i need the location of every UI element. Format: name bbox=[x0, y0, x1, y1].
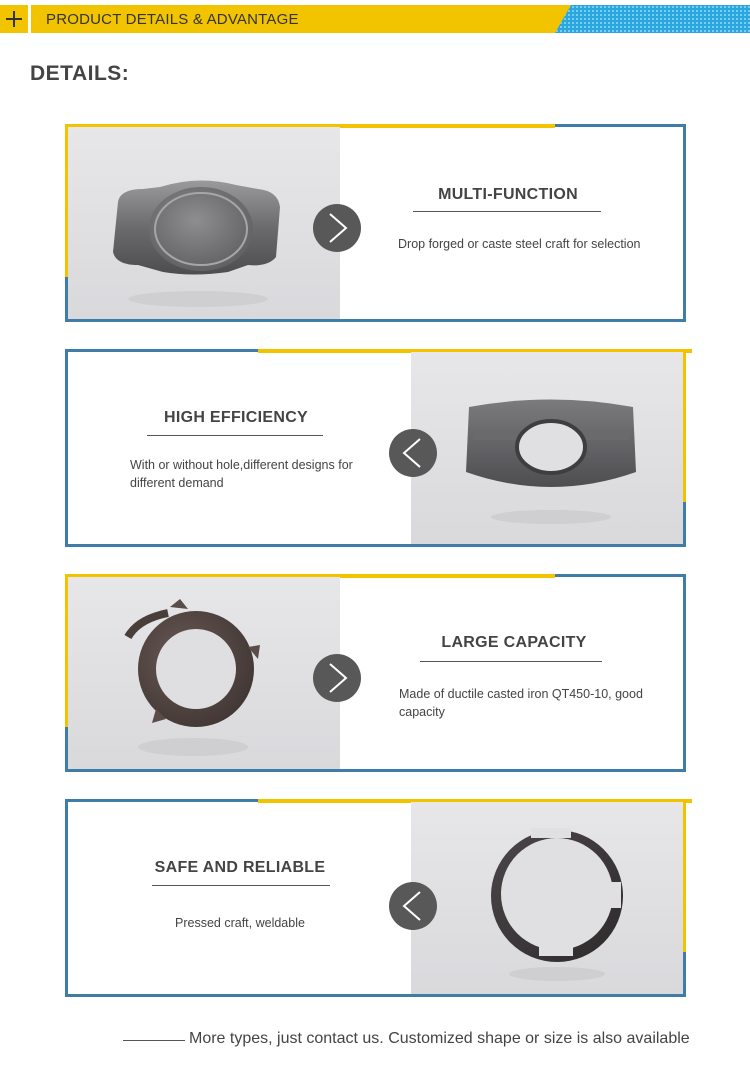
chevron-left-icon bbox=[389, 429, 437, 477]
title-underline bbox=[152, 885, 330, 886]
title-underline bbox=[147, 435, 323, 436]
dotted-pattern bbox=[555, 5, 750, 33]
card-title: SAFE AND RELIABLE bbox=[154, 859, 326, 876]
chevron-left-icon bbox=[389, 882, 437, 930]
card-title: MULTI-FUNCTION bbox=[438, 186, 578, 203]
footer-note: More types, just contact us. Customized shape or size is also available bbox=[189, 1030, 690, 1047]
section-header bbox=[0, 0, 750, 36]
feature-card-high-efficiency bbox=[65, 349, 686, 547]
title-underline bbox=[413, 211, 601, 212]
header-title: PRODUCT DETAILS & ADVANTAGE bbox=[46, 11, 299, 28]
product-image bbox=[68, 577, 340, 769]
plus-icon bbox=[0, 5, 28, 33]
feature-card-multi-function bbox=[65, 124, 686, 322]
product-image bbox=[411, 802, 683, 994]
card-description: With or without hole,different designs for different demand bbox=[130, 458, 353, 490]
product-image bbox=[411, 352, 683, 544]
card-description: Made of ductile casted iron QT450-10, good capacity bbox=[399, 687, 643, 719]
feature-card-safe-and-reliable bbox=[65, 799, 686, 997]
card-title: HIGH EFFICIENCY bbox=[163, 409, 309, 426]
feature-card-large-capacity bbox=[65, 574, 686, 772]
card-title: LARGE CAPACITY bbox=[441, 634, 587, 651]
chevron-right-icon bbox=[313, 654, 361, 702]
card-description: Drop forged or caste steel craft for selection bbox=[398, 237, 641, 251]
product-image bbox=[68, 127, 340, 319]
header-bar bbox=[31, 5, 571, 33]
footer-rule bbox=[123, 1040, 185, 1041]
details-heading: DETAILS: bbox=[30, 62, 130, 85]
chevron-right-icon bbox=[313, 204, 361, 252]
card-description: Pressed craft, weldable bbox=[175, 916, 305, 930]
title-underline bbox=[420, 661, 602, 662]
